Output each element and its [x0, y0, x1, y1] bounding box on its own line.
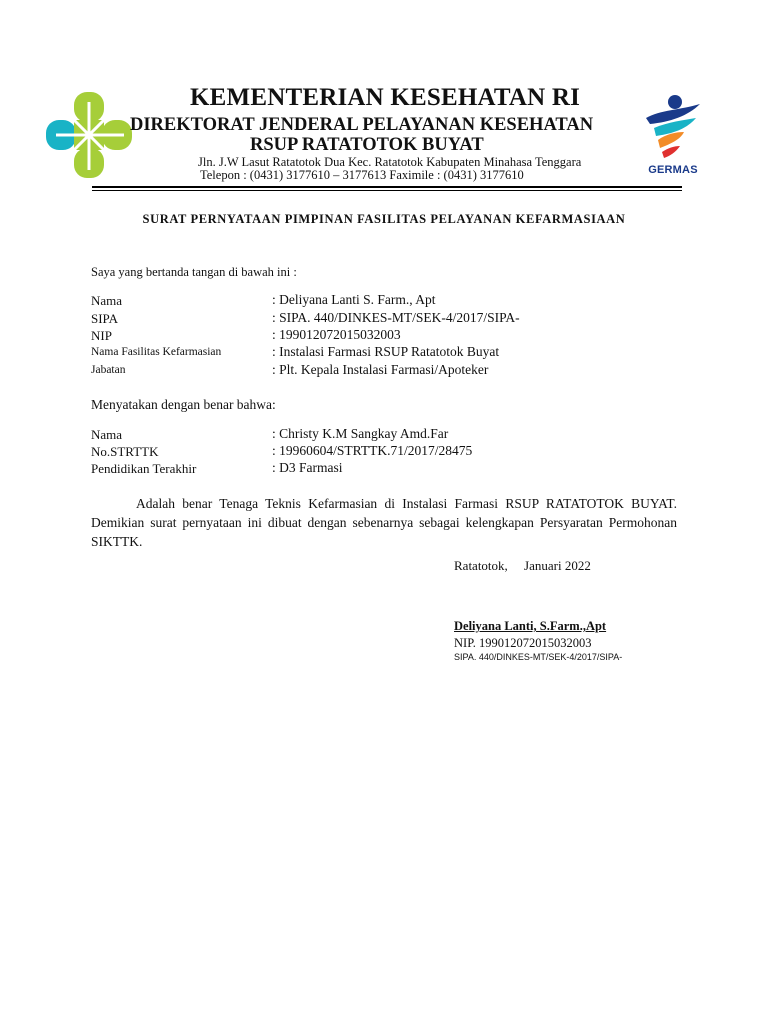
body-paragraph: Adalah benar Tenaga Teknis Kefarmasian di Instalasi Farmasi RSUP RATATOTOK BUYAT. Demikian surat pernyataan ini dibuat dengan sebenarnya sebagai kelengkapan Persyaratan Permohonan SIKTTK. — [91, 496, 677, 549]
ministry-name: KEMENTERIAN KESEHATAN RI — [190, 84, 581, 111]
subject-label-nama: Nama — [91, 427, 123, 442]
directorate-name: DIREKTORAT JENDERAL PELAYANAN KESEHATAN — [130, 115, 594, 135]
subject-value-strttk: : 19960604/STRTTK.71/2017/28475 — [272, 443, 473, 458]
statement-intro: Menyatakan dengan benar bahwa: — [91, 397, 276, 412]
field-value-sipa: : SIPA. 440/DINKES-MT/SEK-4/2017/SIPA- — [272, 310, 520, 325]
hospital-address: Jln. J.W Lasut Ratatotok Dua Kec. Ratatotok Kabupaten Minahasa Tenggara — [198, 155, 582, 169]
subject-value-nama: : Christy K.M Sangkay Amd.Far — [272, 426, 449, 441]
field-label-nip: NIP — [91, 328, 112, 343]
place-date: Ratatotok, Januari 2022 — [454, 558, 591, 573]
field-label-fasilitas: Nama Fasilitas Kefarmasian — [91, 346, 222, 358]
letterhead-divider-thick — [92, 186, 682, 188]
field-value-fasilitas: : Instalasi Farmasi RSUP Ratatotok Buyat — [272, 344, 500, 359]
subject-label-pendidikan: Pendidikan Terakhir — [91, 461, 197, 476]
intro-text: Saya yang bertanda tangan di bawah ini : — [91, 265, 297, 279]
kemenkes-logo — [44, 90, 134, 182]
hospital-phone: Telepon : (0431) 3177610 – 3177613 Faximile : (0431) 3177610 — [200, 168, 524, 182]
document-title: SURAT PERNYATAAN PIMPINAN FASILITAS PELAYANAN KEFARMASIAAN — [142, 212, 626, 226]
letterhead-divider-thin — [92, 190, 682, 191]
field-label-sipa: SIPA — [91, 311, 118, 326]
signatory-name: Deliyana Lanti, S.Farm.,Apt — [454, 619, 607, 633]
subject-value-pendidikan: : D3 Farmasi — [272, 460, 343, 475]
signatory-nip: NIP. 199012072015032003 — [454, 636, 592, 650]
field-label-jabatan: Jabatan — [91, 364, 126, 376]
subject-label-strttk: No.STRTTK — [91, 444, 159, 459]
field-value-nama: : Deliyana Lanti S. Farm., Apt — [272, 292, 436, 307]
hospital-name: RSUP RATATOTOK BUYAT — [250, 135, 484, 155]
signatory-sipa: SIPA. 440/DINKES-MT/SEK-4/2017/SIPA- — [454, 652, 623, 662]
germas-logo — [640, 92, 706, 182]
field-value-nip: : 199012072015032003 — [272, 327, 401, 342]
germas-label: GERMAS — [648, 164, 698, 176]
field-value-jabatan: : Plt. Kepala Instalasi Farmasi/Apoteker — [272, 362, 489, 377]
field-label-nama: Nama — [91, 293, 123, 308]
